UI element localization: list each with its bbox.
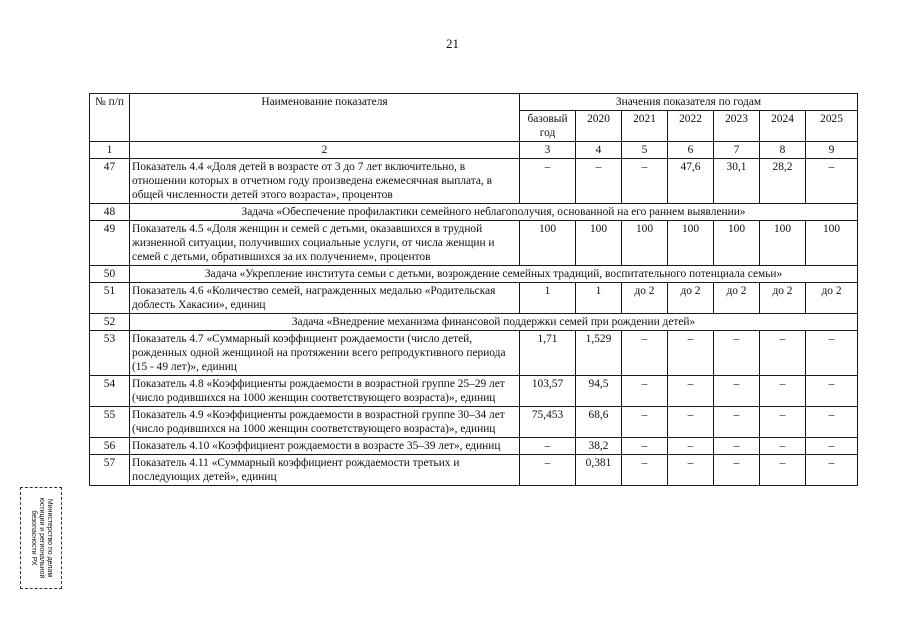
indicator-value: – <box>806 455 858 486</box>
row-number: 49 <box>90 221 130 266</box>
header-year: 2024 <box>760 111 806 142</box>
task-title: Задача «Укрепление института семьи с детьми, возрождение семейных традиций, воспитательного потенциала семьи» <box>130 266 858 283</box>
stamp-text <box>29 488 53 588</box>
indicator-value: – <box>806 438 858 455</box>
indicator-value: 100 <box>714 221 760 266</box>
indicator-value: – <box>806 159 858 204</box>
indicator-value: – <box>714 407 760 438</box>
row-number: 56 <box>90 438 130 455</box>
indicator-value: – <box>622 331 668 376</box>
indicator-value: до 2 <box>668 283 714 314</box>
indicator-value: – <box>668 376 714 407</box>
registration-stamp <box>20 487 62 589</box>
indicator-value: 28,2 <box>760 159 806 204</box>
indicator-value: 94,5 <box>576 376 622 407</box>
indicator-value: 68,6 <box>576 407 622 438</box>
header-year: 2020 <box>576 111 622 142</box>
indicator-value: – <box>760 376 806 407</box>
indicator-value: – <box>760 455 806 486</box>
stamp-line: Министерство по делам <box>46 498 53 578</box>
indicator-name: Показатель 4.4 «Доля детей в возрасте от 3 до 7 лет включительно, в отношении которых в отчетном году произведена ежемесячная выплата, в общей численности детей этого возраста», процентов <box>130 159 520 204</box>
indicator-value: – <box>668 331 714 376</box>
indicator-value: – <box>520 159 576 204</box>
index-cell: 5 <box>622 142 668 159</box>
indicator-value: 38,2 <box>576 438 622 455</box>
table-row <box>90 376 858 407</box>
indicator-value: до 2 <box>622 283 668 314</box>
indicator-value: до 2 <box>714 283 760 314</box>
indicator-name: Показатель 4.9 «Коэффициенты рождаемости в возрастной группе 30–34 лет (число родившихся на 1000 женщин соответствующего возраста)», единиц <box>130 407 520 438</box>
index-cell: 2 <box>130 142 520 159</box>
indicator-value: 103,57 <box>520 376 576 407</box>
table-row <box>90 159 858 204</box>
indicator-value: – <box>760 331 806 376</box>
indicator-value: – <box>714 455 760 486</box>
table-row <box>90 331 858 376</box>
index-row <box>90 142 858 159</box>
indicator-value: – <box>760 438 806 455</box>
row-number: 53 <box>90 331 130 376</box>
indicator-value: до 2 <box>806 283 858 314</box>
task-row <box>90 204 858 221</box>
row-number: 55 <box>90 407 130 438</box>
table-row <box>90 407 858 438</box>
table-row <box>90 438 858 455</box>
index-cell: 1 <box>90 142 130 159</box>
indicator-value: – <box>622 455 668 486</box>
page-number: 21 <box>446 36 459 51</box>
indicator-value: – <box>714 376 760 407</box>
table-row <box>90 221 858 266</box>
indicator-value: 47,6 <box>668 159 714 204</box>
indicator-value: – <box>520 438 576 455</box>
task-title: Задача «Внедрение механизма финансовой поддержки семей при рождении детей» <box>130 314 858 331</box>
indicator-value: 30,1 <box>714 159 760 204</box>
index-cell: 4 <box>576 142 622 159</box>
indicator-value: – <box>622 159 668 204</box>
indicator-value: 1 <box>576 283 622 314</box>
header-name: Наименование показателя <box>130 94 520 142</box>
row-number: 47 <box>90 159 130 204</box>
indicator-value: – <box>520 455 576 486</box>
indicator-name: Показатель 4.10 «Коэффициент рождаемости в возрасте 35–39 лет», единиц <box>130 438 520 455</box>
stamp-line: юстиции и региональной <box>38 497 45 579</box>
header-year: базовый год <box>520 111 576 142</box>
indicator-value: – <box>576 159 622 204</box>
indicator-value: – <box>714 331 760 376</box>
indicator-value: 100 <box>668 221 714 266</box>
indicators-table <box>89 93 858 486</box>
row-number: 57 <box>90 455 130 486</box>
row-number: 51 <box>90 283 130 314</box>
indicator-value: 100 <box>622 221 668 266</box>
indicator-value: – <box>622 438 668 455</box>
indicator-value: – <box>806 331 858 376</box>
indicator-value: – <box>714 438 760 455</box>
header-num: № п/п <box>90 94 130 142</box>
indicator-name: Показатель 4.11 «Суммарный коэффициент рождаемости третьих и последующих детей», единиц <box>130 455 520 486</box>
header-values-group: Значения показателя по годам <box>520 94 858 111</box>
indicator-value: 100 <box>760 221 806 266</box>
indicator-value: – <box>622 407 668 438</box>
index-cell: 7 <box>714 142 760 159</box>
indicator-value: 1 <box>520 283 576 314</box>
indicator-name: Показатель 4.6 «Количество семей, награжденных медалью «Родительская доблесть Хакасии», единиц <box>130 283 520 314</box>
table-body <box>90 159 858 486</box>
task-row <box>90 266 858 283</box>
row-number: 54 <box>90 376 130 407</box>
indicator-value: – <box>622 376 668 407</box>
indicator-value: – <box>668 407 714 438</box>
row-number: 50 <box>90 266 130 283</box>
index-cell: 6 <box>668 142 714 159</box>
indicator-name: Показатель 4.8 «Коэффициенты рождаемости в возрастной группе 25–29 лет (число родившихся на 1000 женщин соответствующего возраста)», единиц <box>130 376 520 407</box>
indicator-name: Показатель 4.7 «Суммарный коэффициент рождаемости (число детей, рожденных одной женщиной на протяжении всего репродуктивного периода (15 - 49 лет)», единиц <box>130 331 520 376</box>
index-cell: 9 <box>806 142 858 159</box>
index-cell: 8 <box>760 142 806 159</box>
indicator-value: – <box>760 407 806 438</box>
header-row-1 <box>90 94 858 111</box>
indicator-value: – <box>668 438 714 455</box>
indicator-value: – <box>806 407 858 438</box>
row-number: 52 <box>90 314 130 331</box>
indicator-value: 0,381 <box>576 455 622 486</box>
task-row <box>90 314 858 331</box>
indicator-value: 100 <box>520 221 576 266</box>
indicator-value: 75,453 <box>520 407 576 438</box>
stamp-line: безопасности РХ <box>30 510 37 566</box>
table-row <box>90 283 858 314</box>
table-row <box>90 455 858 486</box>
indicator-value: – <box>806 376 858 407</box>
header-year: 2021 <box>622 111 668 142</box>
index-cell: 3 <box>520 142 576 159</box>
task-title: Задача «Обеспечение профилактики семейного неблагополучия, основанной на его раннем выявлении» <box>130 204 858 221</box>
indicator-value: 100 <box>806 221 858 266</box>
indicator-value: до 2 <box>760 283 806 314</box>
header-year: 2025 <box>806 111 858 142</box>
indicator-value: 1,529 <box>576 331 622 376</box>
row-number: 48 <box>90 204 130 221</box>
indicator-value: 1,71 <box>520 331 576 376</box>
indicator-value: – <box>668 455 714 486</box>
header-year: 2023 <box>714 111 760 142</box>
indicator-value: 100 <box>576 221 622 266</box>
header-year: 2022 <box>668 111 714 142</box>
indicator-name: Показатель 4.5 «Доля женщин и семей с детьми, оказавшихся в трудной жизненной ситуации, получивших социальные услуги, от числа женщин и семей с детьми, обратившихся за их получением», процентов <box>130 221 520 266</box>
